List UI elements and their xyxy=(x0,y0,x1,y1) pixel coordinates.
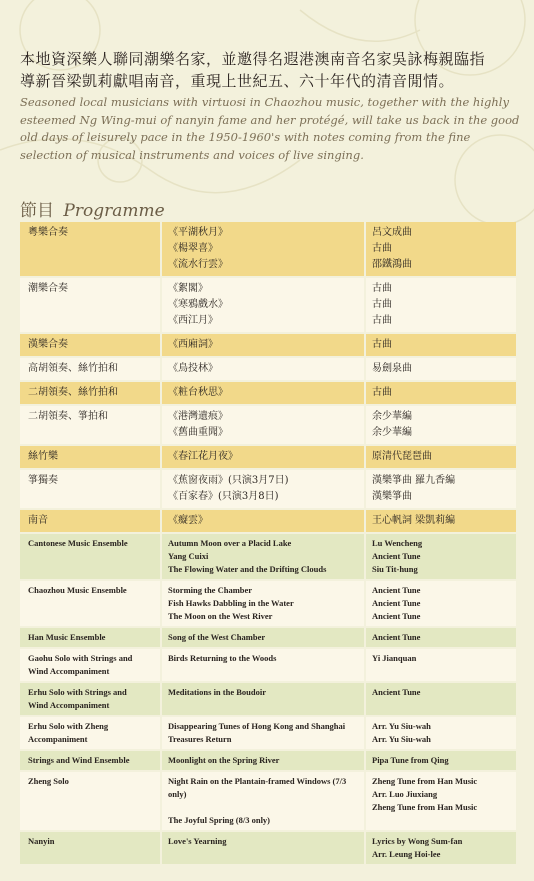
zh-performance-type xyxy=(20,446,160,468)
zh-piece-titles-line: 《蕉窗夜雨》(只演3月7日) xyxy=(168,475,289,486)
zh-piece-titles-line: 《粧台秋思》 xyxy=(168,387,228,398)
zh-performance-type-line: 箏獨奏 xyxy=(28,475,58,486)
en-programme-row xyxy=(20,628,516,647)
zh-performance-type-line: 粵樂合奏 xyxy=(28,227,68,238)
en-piece-titles-line: Storming the Chamber xyxy=(168,585,253,595)
en-performance-type-line: Han Music Ensemble xyxy=(28,632,106,642)
en-piece-titles-line: The Moon on the West River xyxy=(168,611,273,621)
zh-piece-titles xyxy=(162,358,364,380)
en-composers-line: Lyrics by Wong Sum-fan xyxy=(372,836,463,846)
zh-composers-line: 易劍泉曲 xyxy=(372,363,412,374)
zh-composers-line: 漢樂箏曲 xyxy=(372,491,412,502)
zh-piece-titles xyxy=(162,334,364,356)
en-piece-titles-line: Love's Yearning xyxy=(168,836,227,846)
zh-piece-titles xyxy=(162,510,364,532)
zh-composers xyxy=(366,278,516,332)
zh-composers-line: 古曲 xyxy=(372,243,392,254)
zh-programme-row xyxy=(20,334,516,356)
en-piece-titles-line: Song of the West Chamber xyxy=(168,632,266,642)
en-programme-row xyxy=(20,581,516,626)
programme-table xyxy=(20,222,516,866)
zh-performance-type-line: 絲竹樂 xyxy=(28,451,58,462)
zh-composers xyxy=(366,334,516,356)
en-piece-titles xyxy=(162,772,364,830)
zh-performance-type xyxy=(20,510,160,532)
zh-performance-type-line: 二胡領奏、箏拍和 xyxy=(28,411,108,422)
programme-title-zh: 節目 xyxy=(20,201,54,221)
zh-composers-line: 原清代琵琶曲 xyxy=(372,451,432,462)
zh-programme-row xyxy=(20,222,516,276)
zh-programme-row xyxy=(20,406,516,444)
en-composers xyxy=(366,683,516,715)
zh-piece-titles-line: 《西廂詞》 xyxy=(168,339,218,350)
zh-programme-row xyxy=(20,470,516,508)
zh-programme-row xyxy=(20,510,516,532)
en-piece-titles-line: Yang Cuixi xyxy=(168,551,209,561)
en-composers xyxy=(366,628,516,647)
zh-performance-type xyxy=(20,382,160,404)
en-programme-row xyxy=(20,772,516,830)
en-performance-type-line: Erhu Solo with Zheng Accompaniment xyxy=(28,721,109,744)
zh-performance-type xyxy=(20,278,160,332)
en-piece-titles xyxy=(162,683,364,715)
zh-composers-line: 王心帆詞 梁凱莉編 xyxy=(372,515,456,526)
zh-programme-row xyxy=(20,358,516,380)
en-programme-row xyxy=(20,649,516,681)
intro-section xyxy=(20,48,520,164)
en-composers-line: Ancient Tune xyxy=(372,551,421,561)
zh-composers xyxy=(366,222,516,276)
zh-piece-titles-line: 《舊曲重聞》 xyxy=(168,427,228,438)
zh-composers-line: 古曲 xyxy=(372,283,392,294)
en-programme-row xyxy=(20,751,516,770)
zh-piece-titles xyxy=(162,222,364,276)
en-composers xyxy=(366,649,516,681)
zh-performance-type xyxy=(20,358,160,380)
en-composers-line: Siu Tit-hung xyxy=(372,564,418,574)
en-programme-row xyxy=(20,832,516,864)
en-performance-type xyxy=(20,772,160,830)
zh-programme-row xyxy=(20,278,516,332)
zh-piece-titles xyxy=(162,382,364,404)
zh-performance-type xyxy=(20,406,160,444)
zh-composers-line: 古曲 xyxy=(372,299,392,310)
zh-performance-type-line: 南音 xyxy=(28,515,48,526)
en-performance-type xyxy=(20,832,160,864)
en-piece-titles xyxy=(162,751,364,770)
en-piece-titles xyxy=(162,832,364,864)
en-piece-titles-line: Birds Returning to the Woods xyxy=(168,653,277,663)
zh-composers xyxy=(366,470,516,508)
en-piece-titles xyxy=(162,649,364,681)
zh-composers-line: 漢樂箏曲 羅九香編 xyxy=(372,475,456,486)
en-performance-type-line: Chaozhou Music Ensemble xyxy=(28,585,127,595)
zh-piece-titles-line: 《西江月》 xyxy=(168,315,218,326)
en-composers xyxy=(366,832,516,864)
zh-composers-line: 呂文成曲 xyxy=(372,227,412,238)
en-composers-line: Ancient Tune xyxy=(372,598,421,608)
en-performance-type xyxy=(20,717,160,749)
zh-composers-line: 古曲 xyxy=(372,387,392,398)
programme-title-en: Programme xyxy=(63,201,165,221)
en-composers-line: Zheng Tune from Han Music xyxy=(372,802,478,812)
zh-piece-titles-line: 《楊翠喜》 xyxy=(168,243,218,254)
en-performance-type xyxy=(20,683,160,715)
zh-piece-titles-line: 《絮閣》 xyxy=(168,283,208,294)
en-performance-type-line: Zheng Solo xyxy=(28,776,69,786)
zh-composers-line: 邵鐵鴻曲 xyxy=(372,259,412,270)
en-composers xyxy=(366,751,516,770)
zh-composers xyxy=(366,382,516,404)
en-composers xyxy=(366,534,516,579)
en-piece-titles-line: Moonlight on the Spring River xyxy=(168,755,280,765)
zh-performance-type xyxy=(20,334,160,356)
en-piece-titles xyxy=(162,581,364,626)
en-performance-type-line: Wind Accompaniment xyxy=(28,700,110,710)
zh-piece-titles-line: 《鳥投林》 xyxy=(168,363,218,374)
en-piece-titles-line: Disappearing Tunes of Hong Kong and Shanghai xyxy=(168,721,346,731)
zh-piece-titles xyxy=(162,278,364,332)
en-piece-titles-line: Autumn Moon over a Placid Lake xyxy=(168,538,292,548)
en-programme-row xyxy=(20,534,516,579)
zh-performance-type xyxy=(20,470,160,508)
en-piece-titles xyxy=(162,628,364,647)
en-composers-line: Zheng Tune from Han Music xyxy=(372,776,478,786)
en-performance-type-line: Wind Accompaniment xyxy=(28,666,110,676)
programme-heading xyxy=(20,196,165,221)
en-piece-titles-line: Treasures Return xyxy=(168,734,232,744)
en-composers xyxy=(366,717,516,749)
zh-piece-titles-line: 《癡雲》 xyxy=(168,515,208,526)
en-piece-titles-line xyxy=(168,801,358,814)
zh-piece-titles xyxy=(162,446,364,468)
en-composers-line: Arr. Yu Siu-wah xyxy=(372,734,431,744)
en-composers-line: Ancient Tune xyxy=(372,611,421,621)
zh-piece-titles-line: 《百家春》(只演3月8日) xyxy=(168,491,279,502)
zh-piece-titles-line: 《寒鴉戲水》 xyxy=(168,299,228,310)
en-performance-type-line: Strings and Wind Ensemble xyxy=(28,755,130,765)
zh-composers xyxy=(366,510,516,532)
en-performance-type xyxy=(20,751,160,770)
en-composers-line: Arr. Leung Hoi-lee xyxy=(372,849,441,859)
en-composers-line: Yi Jianquan xyxy=(372,653,417,663)
zh-piece-titles-line: 《流水行雲》 xyxy=(168,259,228,270)
en-programme-row xyxy=(20,683,516,715)
zh-piece-titles-line: 《平湖秋月》 xyxy=(168,227,228,238)
en-piece-titles-line: Meditations in the Boudoir xyxy=(168,687,266,697)
zh-piece-titles xyxy=(162,406,364,444)
zh-performance-type-line: 二胡領奏、絲竹拍和 xyxy=(28,387,118,398)
en-composers-line: Pipa Tune from Qing xyxy=(372,755,449,765)
zh-composers-line: 余少華編 xyxy=(372,411,412,422)
en-piece-titles-line: Night Rain on the Plantain-framed Windows (7/3 only) xyxy=(168,776,347,799)
intro-zh-line-2: 導新晉梁凱莉獻唱南音，重現上世紀五、六十年代的清音閒情。 xyxy=(20,72,455,90)
en-piece-titles xyxy=(162,534,364,579)
en-composers-line: Ancient Tune xyxy=(372,585,421,595)
zh-performance-type-line: 潮樂合奏 xyxy=(28,283,68,294)
en-composers-line: Arr. Luo Jiuxiang xyxy=(372,789,438,799)
en-performance-type xyxy=(20,581,160,626)
zh-performance-type xyxy=(20,222,160,276)
en-piece-titles-line: The Flowing Water and the Drifting Clouds xyxy=(168,564,327,574)
en-performance-type xyxy=(20,628,160,647)
en-composers xyxy=(366,772,516,830)
zh-programme-row xyxy=(20,382,516,404)
zh-piece-titles-line: 《春江花月夜》 xyxy=(168,451,238,462)
en-composers xyxy=(366,581,516,626)
zh-composers-line: 古曲 xyxy=(372,339,392,350)
zh-composers xyxy=(366,446,516,468)
intro-zh-line-1: 本地資深樂人聯同潮樂名家，並邀得名遐港澳南音名家吳詠梅親臨指 xyxy=(20,50,486,68)
zh-composers xyxy=(366,406,516,444)
intro-en-paragraph: Seasoned local musicians with virtuosi in Chaozhou music, together with the highly esteemed Ng Wing-mui of nanyin fame and her protégé, will take us back in the good old days of leisurely pace in the 1950-1960's with notes coming from the fine selection of musical instruments and voices of live singing. xyxy=(20,95,520,162)
en-performance-type xyxy=(20,534,160,579)
en-composers-line: Ancient Tune xyxy=(372,632,421,642)
zh-piece-titles xyxy=(162,470,364,508)
zh-composers-line: 古曲 xyxy=(372,315,392,326)
en-composers-line: Lu Wencheng xyxy=(372,538,423,548)
en-composers-line: Arr. Yu Siu-wah xyxy=(372,721,431,731)
zh-programme-row xyxy=(20,446,516,468)
en-performance-type-line: Erhu Solo with Strings and xyxy=(28,687,127,697)
en-performance-type xyxy=(20,649,160,681)
en-programme-row xyxy=(20,717,516,749)
en-performance-type-line: Cantonese Music Ensemble xyxy=(28,538,128,548)
en-piece-titles-line: Fish Hawks Dabbling in the Water xyxy=(168,598,294,608)
zh-composers-line: 余少華編 xyxy=(372,427,412,438)
en-composers-line: Ancient Tune xyxy=(372,687,421,697)
en-piece-titles-line: The Joyful Spring (8/3 only) xyxy=(168,815,271,825)
en-performance-type-line: Gaohu Solo with Strings and xyxy=(28,653,133,663)
en-piece-titles xyxy=(162,717,364,749)
zh-composers xyxy=(366,358,516,380)
zh-piece-titles-line: 《港灣遺痕》 xyxy=(168,411,228,422)
en-performance-type-line: Nanyin xyxy=(28,836,55,846)
zh-performance-type-line: 高胡領奏、絲竹拍和 xyxy=(28,363,118,374)
zh-performance-type-line: 漢樂合奏 xyxy=(28,339,68,350)
